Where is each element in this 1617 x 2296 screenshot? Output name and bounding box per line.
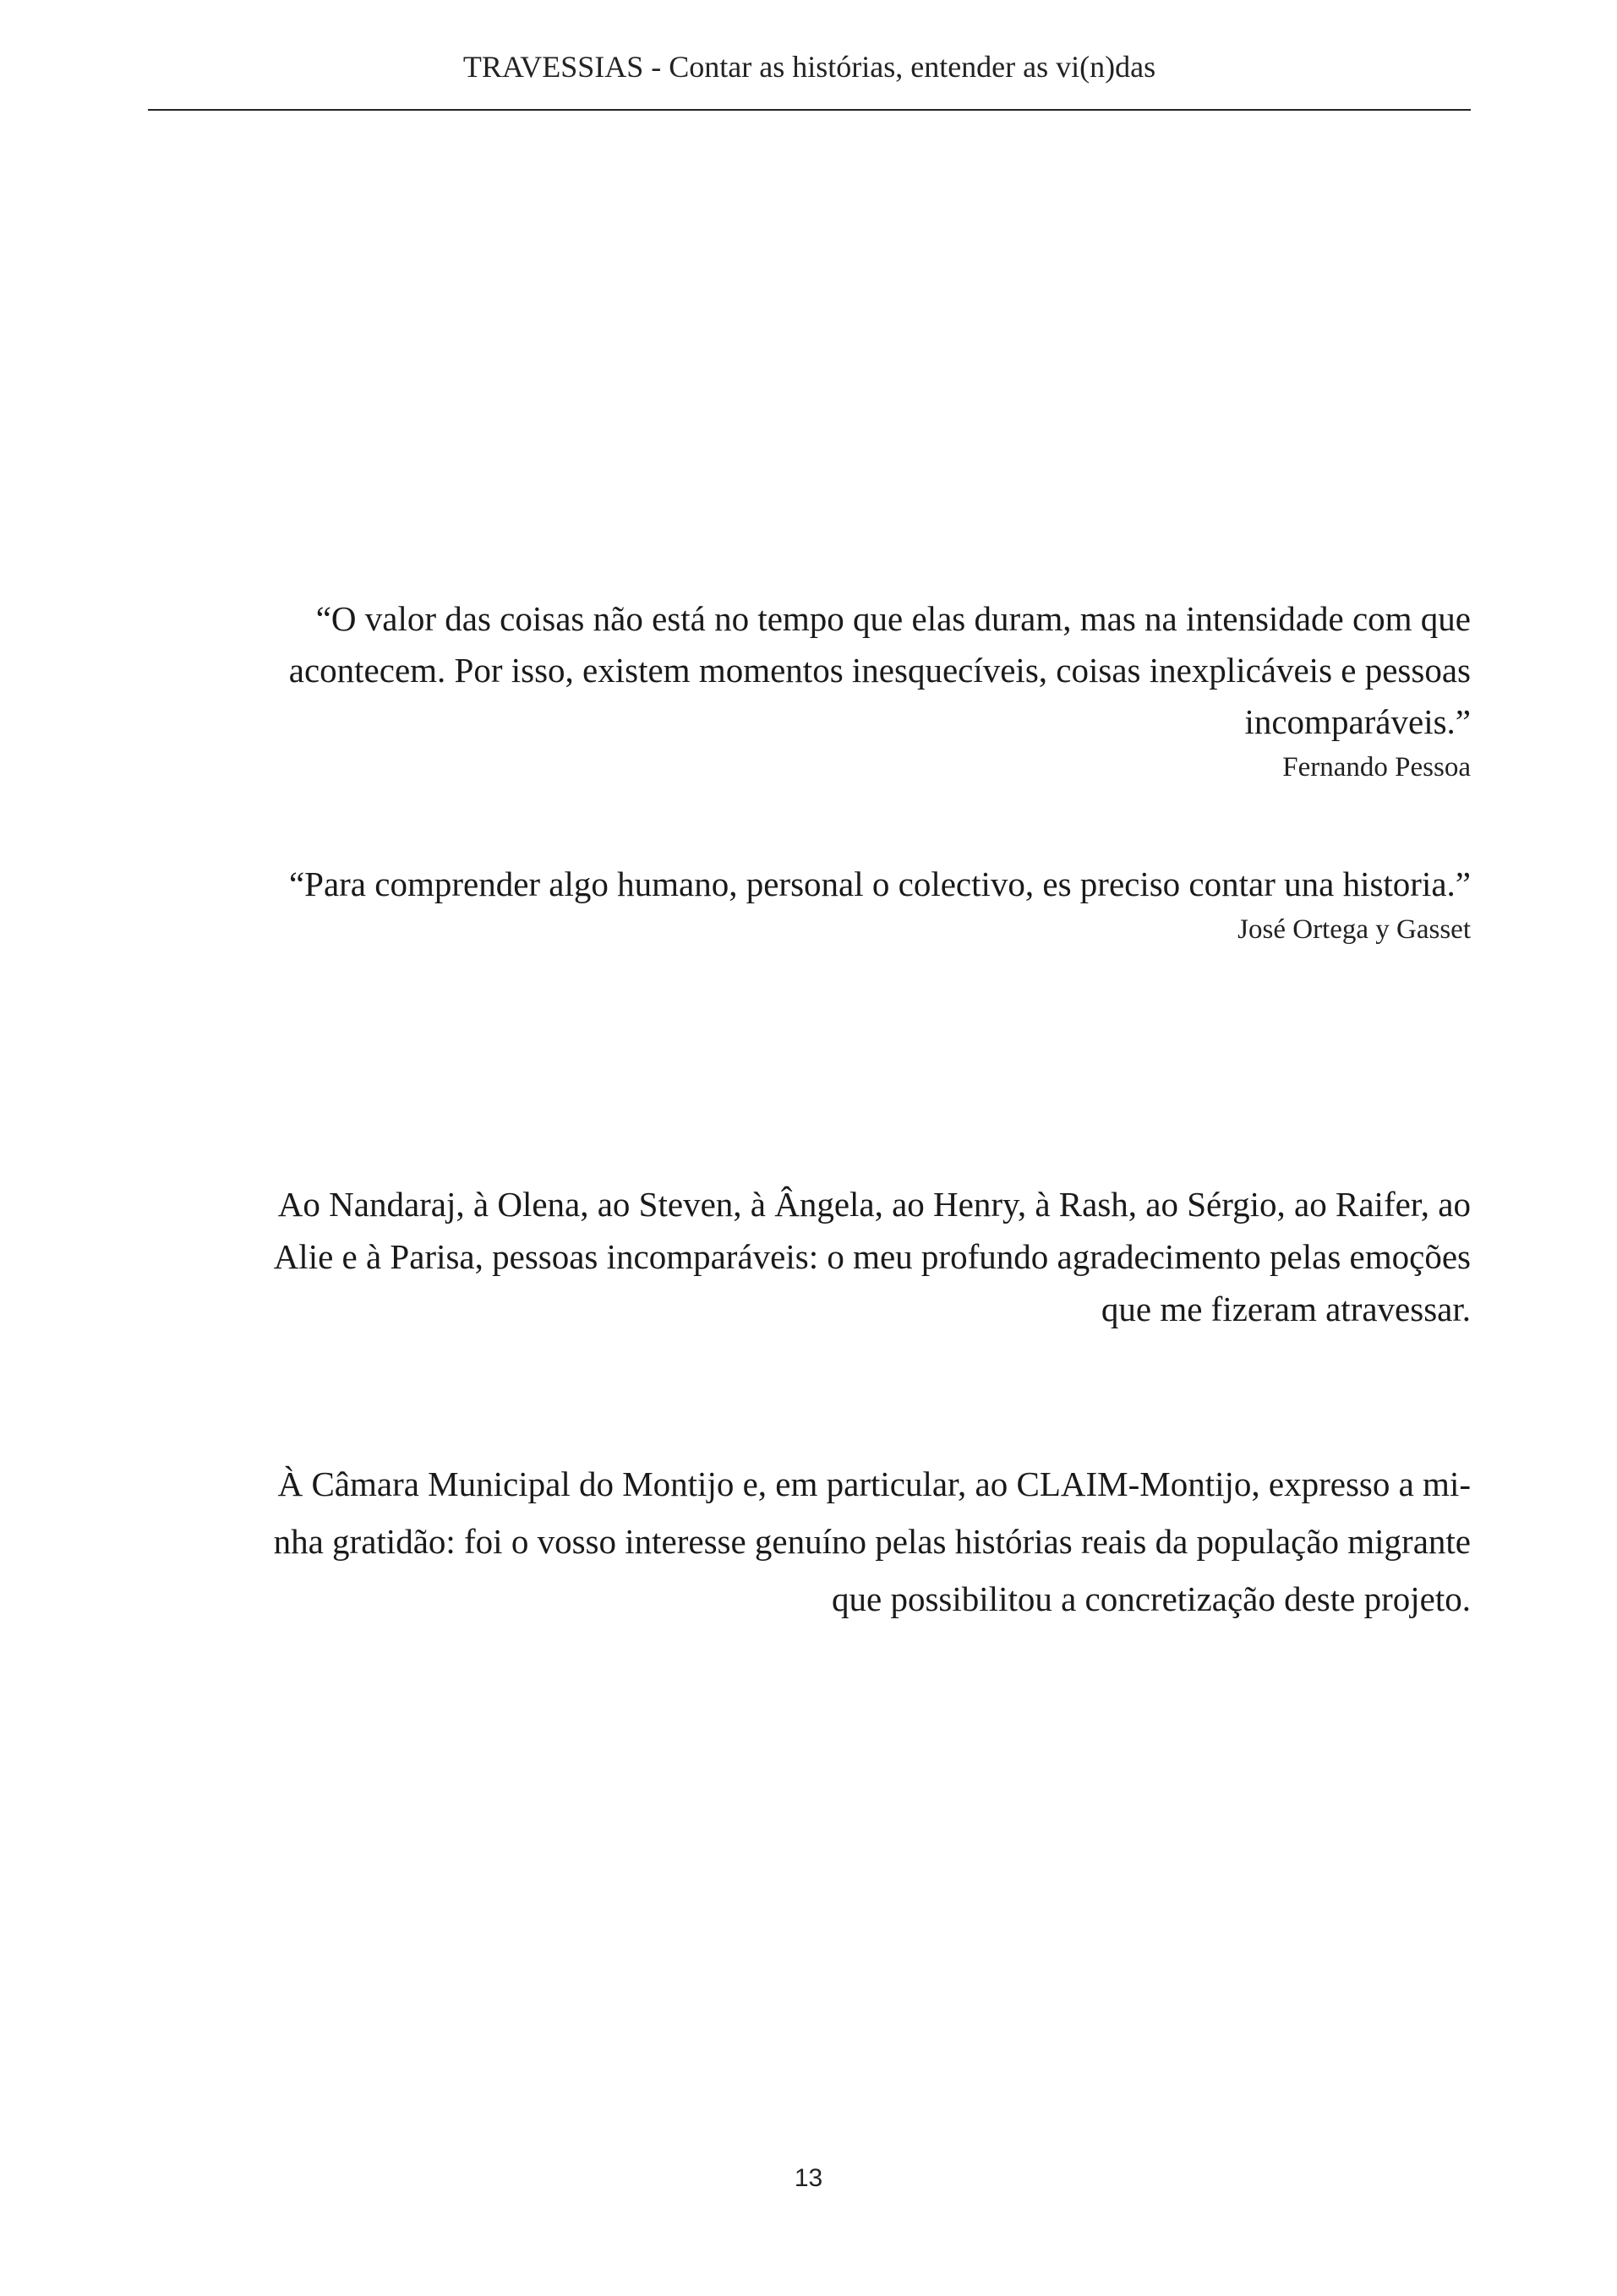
- quote-text: [148, 859, 1471, 910]
- header-divider: [148, 109, 1471, 111]
- epigraph-pessoa: [148, 593, 1471, 787]
- acknowledgement-text: [148, 1178, 1471, 1335]
- page-number: 13: [794, 2164, 823, 2192]
- acknowledgement-line: que me fizeram atravessar.: [1101, 1290, 1471, 1328]
- quote-author: José Ortega y Gasset: [1237, 914, 1471, 945]
- quote-line: incomparáveis.”: [1244, 702, 1471, 741]
- acknowledgement-participants: [148, 1178, 1471, 1335]
- quote-line: “Para comprender algo humano, personal o colectivo, es preciso contar una historia.”: [288, 864, 1471, 903]
- epigraph-ortega: [148, 859, 1471, 949]
- quote-text: [148, 593, 1471, 748]
- acknowledgement-line: Alie e à Parisa, pessoas incomparáveis: o meu profundo agradecimento pelas emoções: [273, 1237, 1471, 1276]
- acknowledgement-line: À Câmara Municipal do Montijo e, em particular, ao CLAIM-Montijo, expresso a mi-: [277, 1464, 1471, 1503]
- running-header: TRAVESSIAS - Contar as histórias, entender as vi(n)das: [462, 50, 1156, 84]
- acknowledgement-line: nha gratidão: foi o vosso interesse genuíno pelas histórias reais da população migrante: [273, 1522, 1471, 1561]
- acknowledgement-municipality: [148, 1455, 1471, 1628]
- quote-line: acontecem. Por isso, existem momentos inesquecíveis, coisas inexplicáveis e pessoas: [288, 651, 1471, 690]
- acknowledgement-text: [148, 1455, 1471, 1628]
- quote-author: Fernando Pessoa: [1282, 752, 1471, 783]
- acknowledgement-line: que possibilitou a concretização deste projeto.: [832, 1579, 1471, 1618]
- quote-line: “O valor das coisas não está no tempo que elas duram, mas na intensidade com que: [315, 599, 1471, 638]
- acknowledgement-line: Ao Nandaraj, à Olena, ao Steven, à Ângela, ao Henry, à Rash, ao Sérgio, ao Raifer, ao: [277, 1185, 1471, 1224]
